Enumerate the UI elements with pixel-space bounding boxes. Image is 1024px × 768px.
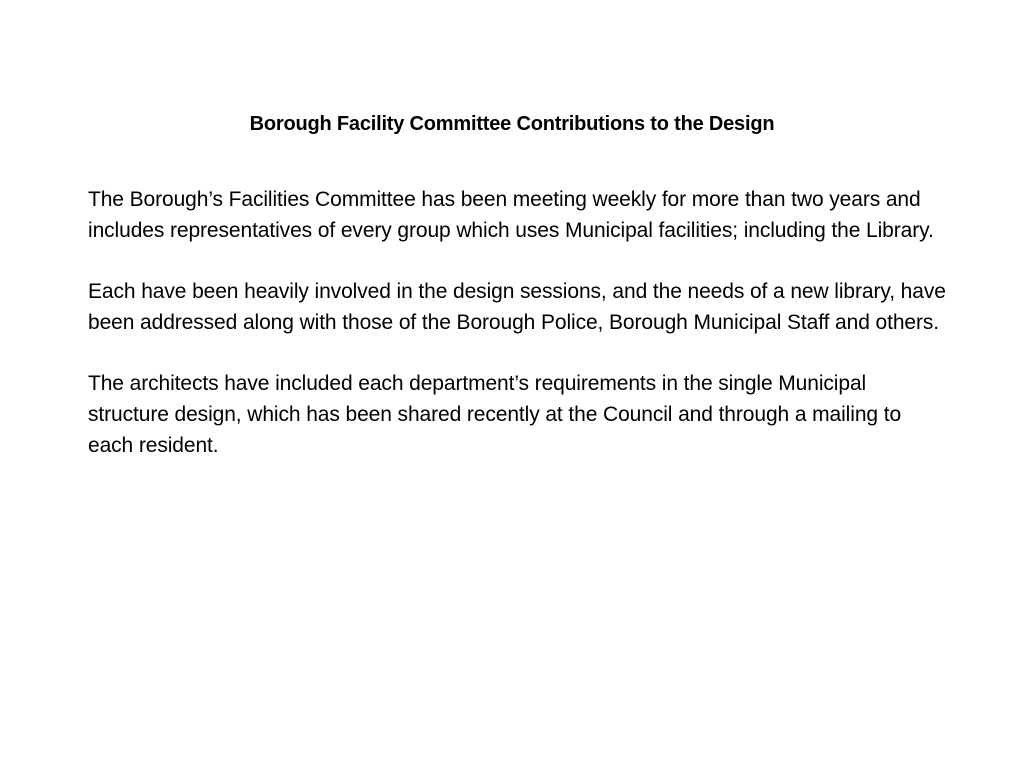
paragraph-architects: The architects have included each department’s requirements in the single Municipal structure design, which has been shared recently at the Council and through a mailing to each resident.	[88, 372, 902, 457]
slide-title: Borough Facility Committee Contributions to the Design	[249, 113, 775, 135]
slide-body	[88, 184, 948, 491]
paragraph-design-sessions: Each have been heavily involved in the design sessions, and the needs of a new library, have been addressed along with those of the Borough Police, Borough Municipal Staff and others.	[88, 280, 946, 334]
paragraph-committee: The Borough’s Facilities Committee has been meeting weekly for more than two years and includes representatives of every group which uses Municipal facilities; including the Library.	[88, 188, 934, 242]
